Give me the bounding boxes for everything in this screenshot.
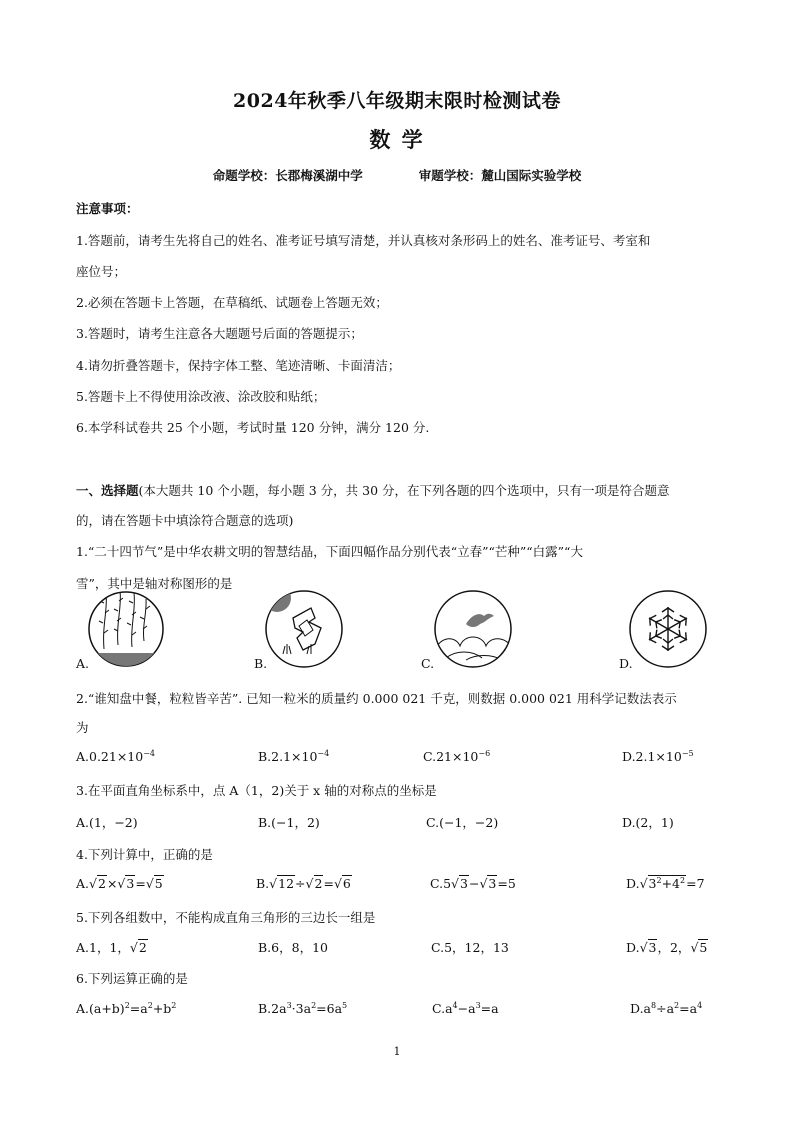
snowflake-icon (627, 588, 709, 670)
q6-option-a: $A.(a+b)^2=a^2+b^2$ (76, 1001, 177, 1017)
notes-heading: 注意事项： (76, 201, 139, 216)
note-item: 4.请勿折叠答题卡，保持字体工整、笔迹清晰、卡面清洁； (76, 358, 401, 373)
q1-option-a: A. (76, 656, 90, 671)
note-item: 6.本学科试卷共 25 个小题，考试时量 120 分钟，满分 120 分. (76, 420, 430, 435)
school-line (0, 166, 794, 184)
q1-stem: 1.“二十四节气”是中华农耕文明的智慧结晶，下面四幅作品分别代表“立春”“芒种”“白露”“大 (76, 544, 583, 559)
q2-stem-2: 为 (76, 720, 89, 735)
note-item: 3.答题时，请考生注意各大题题号后面的答题提示； (76, 326, 363, 341)
q4-option-d: $D.√3^2+4^2=7$ (626, 876, 705, 892)
q4-option-c: C.5√3−√3=5 (430, 876, 516, 891)
q2-option-a: $A.0.21\times 10^{-4}$ (76, 749, 156, 765)
note-item: 座位号； (76, 264, 127, 279)
q3-stem: 3.在平面直角坐标系中，点 A（1，2)关于 x 轴的对称点的坐标是 (76, 783, 437, 798)
q1-option-d: D. (619, 656, 633, 671)
reviewer-school: 审题学校：麓山国际实验学校 (418, 168, 582, 183)
section1-intro (76, 481, 670, 499)
note-item: 5.答题卡上不得使用涂改液、涂改胶和贴纸； (76, 389, 326, 404)
q1-option-b: B. (254, 656, 268, 671)
note-item: 1.答题前，请考生先将自己的姓名、准考证号填写清楚，并认真核对条形码上的姓名、准考证号、考室和 (76, 233, 651, 248)
q6-option-d: $D.a^8\div a^2=a^4$ (630, 1001, 703, 1017)
bird-icon (432, 588, 514, 670)
q5-option-b: B.6，8，10 (258, 940, 328, 955)
q1-option-c: C. (421, 656, 435, 671)
willow-icon (86, 589, 166, 669)
section1-desc: (本大题共 10 个小题，每小题 3 分，共 30 分，在下列各题的四个选项中，只有一项是符合题意 (138, 483, 670, 498)
q6-option-b: $B.2a^3\cdot 3a^2=6a^5$ (258, 1001, 348, 1017)
q2-option-d: $D.2.1\times 10^{-5}$ (622, 749, 694, 765)
q3-option-c: C.(−1，−2) (426, 815, 499, 830)
q6-option-c: $C.a^4-a^3=a$ (432, 1001, 499, 1017)
q3-option-b: B.(−1，2) (258, 815, 320, 830)
q4-stem: 4.下列计算中，正确的是 (76, 847, 213, 862)
subject-title: 数 学 (369, 127, 425, 152)
q6-stem: 6.下列运算正确的是 (76, 971, 188, 986)
exam-title: 2024年秋季八年级期末限时检测试卷 (233, 90, 561, 112)
q5-option-d: D.√3，2，√5 (626, 940, 708, 955)
q2-option-b: $B.2.1\times 10^{-4}$ (258, 749, 330, 765)
q1-stem-2: 雪”，其中是轴对称图形的是 (76, 576, 233, 591)
q5-option-c: C.5，12，13 (431, 940, 509, 955)
q4-option-b: B.√12÷√2=√6 (256, 876, 351, 891)
q4-option-a: A.√2×√3=√5 (76, 876, 163, 891)
q3-option-d: D.(2，1) (622, 815, 674, 830)
note-item: 2.必须在答题卡上答题，在草稿纸、试题卷上答题无效； (76, 295, 388, 310)
q5-option-a: A.1，1，√2 (76, 940, 147, 955)
q3-option-a: A.(1，−2) (76, 815, 138, 830)
section1-heading: 一、选择题 (76, 483, 139, 498)
q2-stem: 2.“谁知盘中餐，粒粒皆辛苦”. 已知一粒米的质量约 0.000 021 千克，则数据 0.000 021 用科学记数法表示 (76, 691, 677, 706)
setter-school: 命题学校：长郡梅溪湖中学 (212, 168, 363, 183)
farming-icon (263, 588, 345, 670)
q5-stem: 5.下列各组数中，不能构成直角三角形的三边长一组是 (76, 910, 376, 925)
page-number: 1 (393, 1045, 401, 1058)
section1-desc-2: 的，请在答题卡中填涂符合题意的选项) (76, 513, 294, 528)
q2-option-c: $C.21\times 10^{-6}$ (423, 749, 491, 765)
